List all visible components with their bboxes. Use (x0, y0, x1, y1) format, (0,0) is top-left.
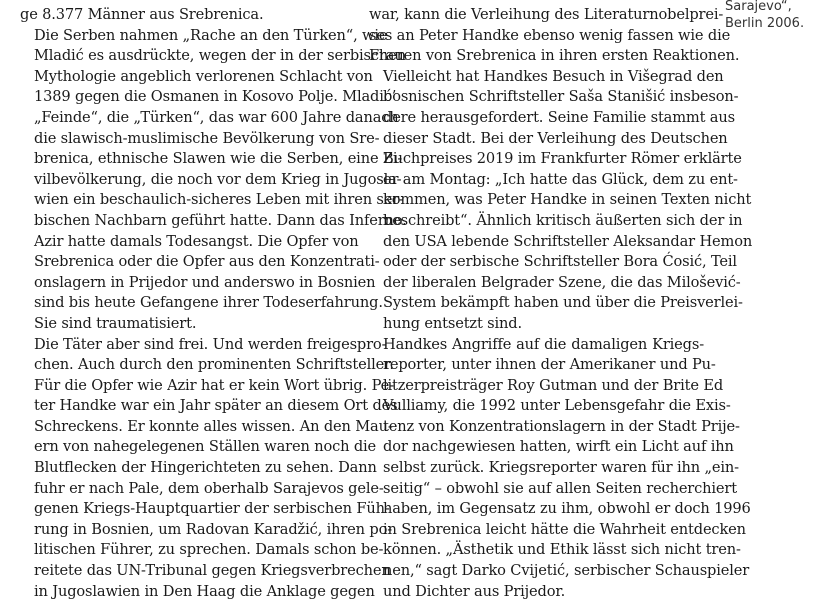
paragraph (369, 335, 704, 602)
text-line: dor nachgewiesen hatten, wirft ein Licht auf ihn (369, 437, 704, 458)
text-line: Die Serben nahmen „Rache an den Türken“, wie (20, 26, 350, 47)
text-line: und Dichter aus Prijedor. (369, 582, 704, 602)
text-line: dieser Stadt. Bei der Verleihung des Deutschen (369, 129, 704, 150)
text-line: Azir hatte damals Todesangst. Die Opfer von (20, 232, 350, 253)
text-line: Handkes Angriffe auf die damaligen Kriegs- (369, 335, 704, 356)
paragraph (20, 335, 350, 602)
text-line: ses an Peter Handke ebenso wenig fassen wie die (369, 26, 704, 47)
text-line: bosnischen Schriftsteller Saša Stanišić insbeson- (369, 87, 704, 108)
paragraph (369, 67, 704, 335)
text-line: Vielleicht hat Handkes Besuch in Višegrad den (369, 67, 704, 88)
article-column-left (20, 5, 350, 602)
text-line: Vulliamy, die 1992 unter Lebensgefahr die Exis- (369, 396, 704, 417)
text-line: Schreckens. Er konnte alles wissen. An den Mau- (20, 417, 350, 438)
text-line: ge 8.377 Männer aus Srebrenica. (20, 5, 350, 26)
text-line: chen. Auch durch den prominenten Schriftsteller. (20, 355, 350, 376)
text-line: hung entsetzt sind. (369, 314, 704, 335)
text-line: Mladić es ausdrückte, wegen der in der serbischen (20, 46, 350, 67)
text-line: selbst zurück. Kriegsreporter waren für ihn „ein- (369, 458, 704, 479)
paragraph (20, 232, 350, 335)
text-line: bischen Nachbarn geführt hatte. Dann das Inferno. (20, 211, 350, 232)
text-line: „Feinde“, die „Türken“, das war 600 Jahre danach (20, 108, 350, 129)
text-line: Frauen von Srebrenica in ihren ersten Reaktionen. (369, 46, 704, 67)
text-line: die slawisch-muslimische Bevölkerung von Sre- (20, 129, 350, 150)
text-line: in Srebrenica leicht hätte die Wahrheit entdecken (369, 520, 704, 541)
text-line: tenz von Konzentrationslagern in der Stadt Prije- (369, 417, 704, 438)
paragraph (369, 5, 704, 67)
text-line: seitig“ – obwohl sie auf allen Seiten recherchiert (369, 479, 704, 500)
text-line: nen,“ sagt Darko Cvijetić, serbischer Schauspieler (369, 561, 704, 582)
text-line: reitete das UN-Tribunal gegen Kriegsverbrechen (20, 561, 350, 582)
text-line: Die Täter aber sind frei. Und werden freigespro- (20, 335, 350, 356)
text-line: kommen, was Peter Handke in seinen Texten nicht (369, 190, 704, 211)
text-line: litzerpreisträger Roy Gutman und der Brite Ed (369, 376, 704, 397)
text-line: haben, im Gegensatz zu ihm, obwohl er doch 1996 (369, 499, 704, 520)
text-line: System bekämpft haben und über die Preisverlei- (369, 293, 704, 314)
paragraph (20, 5, 350, 26)
text-line: Sie sind traumatisiert. (20, 314, 350, 335)
text-line: der liberalen Belgrader Szene, die das Milošević- (369, 273, 704, 294)
text-line: Buchpreises 2019 im Frankfurter Römer erklärte (369, 149, 704, 170)
text-line: dere herausgefordert. Seine Familie stammt aus (369, 108, 704, 129)
text-line: ter Handke war ein Jahr später an diesem Ort des (20, 396, 350, 417)
text-line: brenica, ethnische Slawen wie die Serben, eine Zi- (20, 149, 350, 170)
text-line: genen Kriegs-Hauptquartier der serbischen Füh- (20, 499, 350, 520)
text-line: Für die Opfer wie Azir hat er kein Wort übrig. Pe- (20, 376, 350, 397)
text-line: er am Montag: „Ich hatte das Glück, dem zu ent- (369, 170, 704, 191)
sidebar-caption (725, 0, 835, 32)
text-line: fuhr er nach Pale, dem oberhalb Sarajevos gele- (20, 479, 350, 500)
text-line: ern von nahegelegenen Ställen waren noch die (20, 437, 350, 458)
text-line: litischen Führer, zu sprechen. Damals schon be- (20, 540, 350, 561)
text-line: wien ein beschaulich-sicheres Leben mit ihren ser- (20, 190, 350, 211)
text-line: oder der serbische Schriftsteller Bora Ćosić, Teil (369, 252, 704, 273)
text-line: Sarajevo“, (725, 0, 835, 15)
text-line: onslagern in Prijedor und anderswo in Bosnien (20, 273, 350, 294)
text-line: reporter, unter ihnen der Amerikaner und Pu- (369, 355, 704, 376)
text-line: rung in Bosnien, um Radovan Karadžić, ihren po- (20, 520, 350, 541)
article-column-right (369, 5, 704, 602)
text-line: Mythologie angeblich verlorenen Schlacht von (20, 67, 350, 88)
text-line: sind bis heute Gefangene ihrer Todeserfahrung. (20, 293, 350, 314)
paragraph (20, 26, 350, 232)
text-line: Srebrenica oder die Opfer aus den Konzentrati- (20, 252, 350, 273)
text-line: den USA lebende Schriftsteller Aleksandar Hemon (369, 232, 704, 253)
text-line: in Jugoslawien in Den Haag die Anklage gegen (20, 582, 350, 602)
text-line: 1389 gegen die Osmanen in Kosovo Polje. Mladić’ (20, 87, 350, 108)
text-line: können. „Ästhetik und Ethik lässt sich nicht tren- (369, 540, 704, 561)
text-line: vilbevölkerung, die noch vor dem Krieg in Jugosla- (20, 170, 350, 191)
text-line: beschreibt“. Ähnlich kritisch äußerten sich der in (369, 211, 704, 232)
text-line: war, kann die Verleihung des Literaturnobelprei- (369, 5, 704, 26)
text-line: Berlin 2006. (725, 15, 835, 32)
text-line: Blutflecken der Hingerichteten zu sehen. Dann (20, 458, 350, 479)
